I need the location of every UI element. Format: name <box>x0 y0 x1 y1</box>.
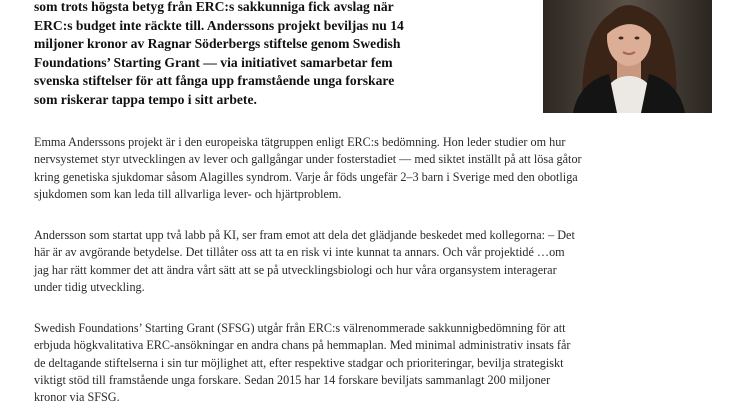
paragraph-line: Andersson som startat upp två labb på KI, ser fram emot att dela det glädjande beskedet med kollegorna: – Det <box>34 228 575 242</box>
paragraph-line: under tidig utveckling. <box>34 279 145 294</box>
article-lead <box>34 0 524 110</box>
paragraph-line: här är av avgörande betydelse. Det tillåter oss att ta en risk vi inte kunnat ta annars. Och vår projektidé …om <box>34 245 565 260</box>
paragraph-line: viktigt stöd till framstående unga forskare. Sedan 2015 har 14 forskare beviljats sammanlagt 200 miljoner <box>34 372 551 387</box>
paragraph-line: erbjuda högkvalitativa ERC-ansökningar en andra chans på hemmaplan. Med minimal administrativ insats får <box>34 338 571 353</box>
lead-line: miljoner kronor av Ragnar Söderbergs stiftelse genom Swedish <box>34 36 401 52</box>
paragraph-line: de deltagande stiftelserna i sin tur möjlighet att, efter respektive stadgar och prioriteringar, bevilja strategiskt <box>34 355 564 370</box>
paragraph-research <box>34 134 724 203</box>
paragraph-quote <box>34 227 724 296</box>
paragraph-line: nervsystemet styr utvecklingen av lever och gallgångar under fosterstadiet — med siktet inställt på att lösa gåtor <box>34 152 582 167</box>
lead-line: Foundations’ Starting Grant — via initiativet samarbetar fem <box>34 54 393 70</box>
lead-line: som riskerar tappa tempo i sitt arbete. <box>34 91 257 107</box>
paragraph-line: kronor via SFSG. <box>34 390 120 405</box>
lead-line: som trots högsta betyg från ERC:s sakkunniga fick avslag när <box>34 0 394 14</box>
lead-line: svenska stiftelser för att fånga upp framstående unga forskare <box>34 73 395 89</box>
lead-line: ERC:s budget inte räckte till. Anderssons projekt beviljas nu 14 <box>34 17 404 33</box>
portrait-illustration <box>543 0 712 113</box>
paragraph-line: sjukdomen som kan leda till allvarliga lever- och hjärtproblem. <box>34 186 342 201</box>
paragraph-line: Swedish Foundations’ Starting Grant (SFSG) utgår från ERC:s välrenommerade sakkunnigbedömning för att <box>34 321 566 335</box>
paragraph-sfsg <box>34 320 724 406</box>
paragraph-line: Emma Anderssons projekt är i den europeiska tätgruppen enligt ERC:s bedömning. Hon leder studier om hur <box>34 135 566 149</box>
paragraph-line: jag har rätt kommer det att ändra vårt sätt att se på utvecklingsbiologi och hur våra organsystem interagerar <box>34 262 557 277</box>
portrait-photo <box>543 0 712 113</box>
paragraph-line: kring genetiska sjukdomar såsom Alagilles syndrom. Varje år föds ungefär 2–3 barn i Sverige med den obotliga <box>34 169 578 184</box>
